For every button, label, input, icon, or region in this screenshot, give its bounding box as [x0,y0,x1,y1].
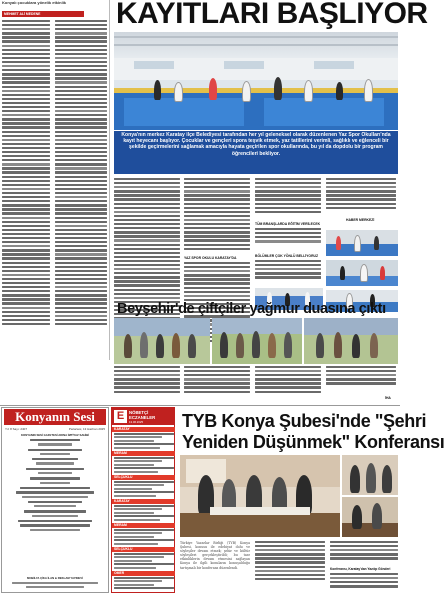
tyb-text-column-2 [255,541,325,591]
masthead-logo: Konyanın Sesi [4,409,106,425]
farmers-text-column-1 [114,366,180,402]
pharmacy-listing-7 [114,577,174,591]
tyb-text-column-3b [330,573,398,591]
farmers-signature: İHA [385,396,391,400]
pharmacy-listing-2 [114,457,174,474]
tyb-text-column-3 [330,541,398,567]
pharmacy-district-2: MERAM [112,451,175,456]
masthead-footer: MOBİLYA ÇİKA İLAN & REKLAM YAYINEVİ [27,576,83,580]
tyb-signature: Konferansı, Karatay'dan Yazılıp Gönderi [330,567,391,571]
pharmacy-listing-6 [114,553,174,570]
pharmacy-district-3: SELÇUKLU [112,475,175,480]
top-left-byline: MEHMET ALİ MEDENE [2,11,84,17]
farmers-text-column-3 [255,366,321,402]
farmers-text-column-2 [184,366,250,402]
section-divider [0,405,400,406]
masthead-staff-title: KONYANIN SESİ GAZETESİ ADINA İMTİYAZ SAHİBİ [21,433,89,437]
main-text-column-4 [326,178,396,220]
pharmacy-district-5: MERAM [112,523,175,528]
pharmacy-listing-1 [114,433,174,450]
farmers-headline: Beyşehir'de çiftçiler yağmur duasına çıktı [117,301,386,317]
farmers-photo-1 [114,318,210,364]
top-left-masthead-fragment: Konyalı çocuklara yönelik etkinlik [2,0,108,8]
main-photo-sports-hall [114,32,398,130]
pharmacy-district-1: KARATAY [112,427,175,432]
main-photo-small-2 [326,230,398,256]
main-subhead-3: YAZ SPOR OKULU KARATAY'DA [184,256,237,260]
main-headline: KAYITLARI BAŞLIYOR [116,0,428,30]
tyb-headline-line-2: Yeniden Düşünmek" Konferansı [182,432,444,452]
main-text-column-3b [255,228,321,252]
pharmacy-district-4: KARATAY [112,499,175,504]
tyb-headline-line-1: TYB Konya Şubesi'nde "Şehri [182,411,427,431]
pharmacy-date: 13.06.2025 [129,420,143,424]
pharmacy-listing-5 [114,529,174,546]
main-subhead-4: BÖLÜMLER ÇOK YÖNLÜ BELLİYORUZ [255,254,319,258]
masthead-footer-details [12,582,98,592]
pharmacy-district-7: ÖMER [112,571,175,576]
tyb-lede: Türkiye Yazarlar Birliği (TYB) Konya Şubesi, konusu ile edebiyat dolu ve söyleşiler devam etmek; şehir ve kültür söyleşileri gerçekleştirildi; bu tarz etkinliklerin devam etmesini sağlayan Konya ile ilgili konuların konuşulduğu tartışmalı bir konferans düzenlendi. [180,541,250,570]
main-subhead-1: TÜM BRANŞLARDA EĞİTİM VERİLECEK [255,222,321,226]
main-text-column-3c [255,260,321,286]
pharmacy-header [112,408,175,425]
masthead-staff-list [10,439,100,569]
top-left-text-column-1 [2,20,50,316]
masthead-issue-line: Yıl: 8 Sayı: 2407 [5,427,28,431]
column-divider [109,0,110,360]
tyb-photo-side-1 [342,455,398,495]
pharmacy-district-6: SELÇUKLU [112,547,175,552]
main-photo-small-3 [326,260,398,286]
masthead-date-line: Pazartesi, 13 Haziran 2025 [68,427,105,431]
farmers-text-column-4 [326,366,396,396]
farmers-photo-3 [304,318,398,364]
tyb-photo-side-2 [342,497,398,537]
pharmacy-e-icon: E [114,410,127,423]
main-text-column-3 [255,178,321,228]
pharmacy-listing-4 [114,505,174,522]
pharmacy-listing-3 [114,481,174,498]
main-lede-band: Konya'nın merkez Karatay ilçe Belediyesi tarafından her yıl geleneksel olarak düzenlenen Yaz Spor Okulları'nda kayıt heyecanı başlıyor. Çocuklar ve gençleri spora teşvik etmek, yaz tatillerini verimli, sağlıklı ve eğlenceli bir şekilde geçirmelerini sağlamak amacıyla hayata geçirilen spor okullarında, bu yıl da dopdolu bir program öğrencileri bekliyor. [114,131,398,174]
main-signature: HABER MERKEZİ [346,218,375,222]
tyb-photo-main [180,455,340,537]
masthead-box [1,407,109,593]
top-left-text-column-2 [55,20,107,316]
farmers-photo-2 [212,318,302,364]
pharmacy-box [111,407,175,593]
pharmacy-title: NÖBETÇİ ECZANELER [129,410,156,420]
